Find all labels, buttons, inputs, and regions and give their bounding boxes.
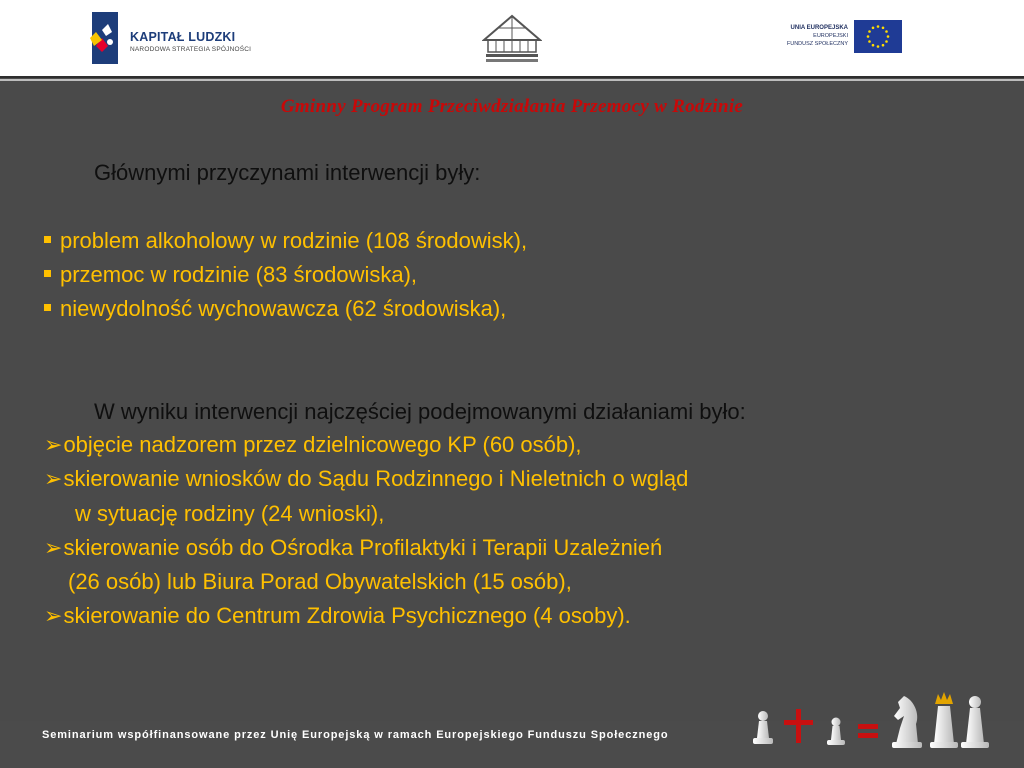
building-emblem-icon [482,14,542,64]
arrow-bullet-icon: ➢ [44,603,63,628]
actions-heading: W wyniku interwencji najczęściej podejmowanymi działaniami było: [94,399,746,424]
square-bullet-icon [44,236,51,243]
chess-pieces-equation-icon [748,684,996,754]
cause-text: niewydolność wychowawcza (62 środowiska), [60,296,507,321]
eu-social-fund-logo [770,18,906,58]
action-item [44,535,662,561]
action-item [44,466,688,492]
arrow-bullet-icon: ➢ [44,466,63,491]
header-band [0,0,1024,76]
slide-subtitle: Gminny Program Przeciwdziałania Przemocy w Rodzinie [280,96,744,117]
causes-heading: Głównymi przyczynami interwencji były: [94,160,481,185]
cause-item [44,228,527,254]
eu-flag-icon [854,20,902,53]
eu-logo-line3: FUNDUSZ SPOŁECZNY [786,41,848,47]
action-text: skierowanie wniosków do Sądu Rodzinnego i Nieletnich o wgląd [63,466,689,491]
kapital-ludzki-emblem-icon [88,12,124,64]
square-bullet-icon [44,270,51,277]
cause-item [44,296,506,322]
cause-item [44,262,417,288]
cause-text: przemoc w rodzinie (83 środowiska), [60,262,418,287]
arrow-bullet-icon: ➢ [44,432,63,457]
kapital-ludzki-logo [88,12,258,64]
cause-text: problem alkoholowy w rodzinie (108 środowisk), [60,228,528,253]
eu-logo-line1: UNIA EUROPEJSKA [790,25,848,31]
action-continuation: (26 osób) lub Biura Porad Obywatelskich (15 osób), [68,569,572,594]
action-text: skierowanie osób do Ośrodka Profilaktyki i Terapii Uzależnień [63,535,663,560]
header-divider [0,76,1024,78]
action-item [44,432,582,458]
action-text: objęcie nadzorem przez dzielnicowego KP (60 osób), [63,432,582,457]
action-continuation: w sytuację rodziny (24 wnioski), [75,501,385,526]
kapital-ludzki-subtitle: NARODOWA STRATEGIA SPÓJNOŚCI [130,46,252,53]
arrow-bullet-icon: ➢ [44,535,63,560]
footer-cofinancing-text: Seminarium współfinansowane przez Unię Europejską w ramach Europejskiego Funduszu Społecznego [42,729,669,741]
kapital-ludzki-title: KAPITAŁ LUDZKI [130,30,236,44]
action-text: skierowanie do Centrum Zdrowia Psychicznego (4 osoby). [63,603,631,628]
action-item [44,603,631,629]
eu-logo-line2: EUROPEJSKI [813,33,848,39]
square-bullet-icon [44,304,51,311]
